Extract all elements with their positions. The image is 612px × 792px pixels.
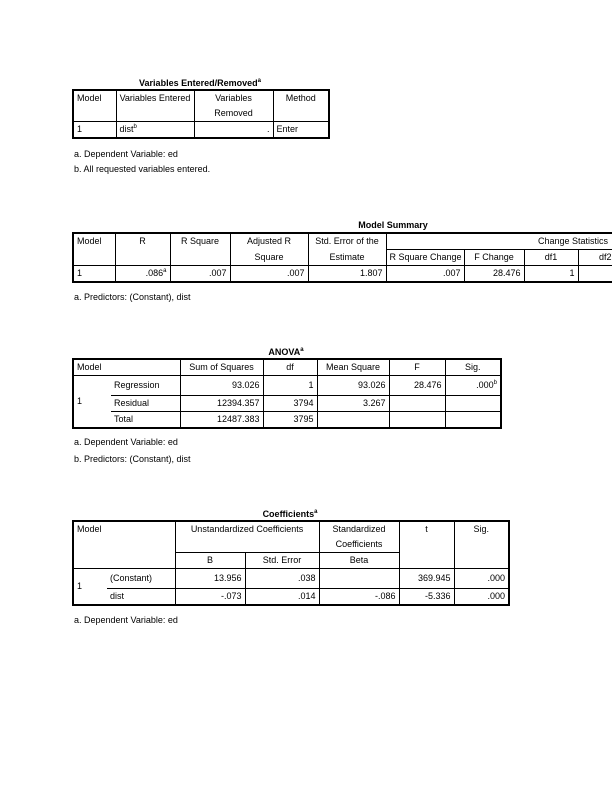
cell-residual-df: 3794 (263, 396, 317, 412)
variables-entered-block (72, 78, 328, 139)
anova-block (72, 347, 500, 429)
cell-r-square-change: .007 (386, 266, 464, 283)
table-row (73, 569, 509, 589)
cell-model: 1 (73, 569, 107, 606)
cell-std-error: 1.807 (308, 266, 386, 283)
table-row (73, 589, 509, 606)
model-summary-block (72, 232, 612, 283)
cell-r-square: .007 (170, 266, 230, 283)
cell-constant-label: (Constant) (107, 569, 175, 589)
header-std-error-1: Std. Error of the (308, 233, 386, 250)
header-model: Model (73, 90, 116, 106)
cell-constant-sig: .000 (454, 569, 509, 589)
note: a. Dependent Variable: ed (74, 437, 178, 447)
cell-dist-t: -5.336 (399, 589, 454, 606)
cell-entered: dist$^b$ (116, 122, 194, 139)
header-model: Model (73, 233, 115, 250)
model-summary-title: Model Summary (358, 220, 428, 230)
header-mean-square: Mean Square (317, 359, 389, 376)
coefficients-title: Coefficients$^a$ (262, 509, 318, 519)
header-f-change: F Change (464, 250, 524, 266)
note: b. Predictors: (Constant), dist (74, 454, 191, 464)
cell-regression-sig: .000$^b$ (445, 376, 501, 396)
header-standardized-1: Standardized (319, 521, 399, 537)
cell-constant-se: .038 (245, 569, 319, 589)
cell-df1: 1 (524, 266, 578, 283)
header-std-error-2: Estimate (308, 250, 386, 266)
header-df: df (263, 359, 317, 376)
model-summary-table (72, 232, 612, 283)
cell-residual-ss: 12394.357 (180, 396, 263, 412)
cell-regression-label: Regression (111, 376, 180, 396)
cell-model: 1 (73, 266, 115, 283)
cell-model: 1 (73, 122, 116, 139)
header-variables-removed-2: Removed (194, 106, 273, 122)
header-r: R (115, 233, 170, 250)
cell-method: Enter (273, 122, 329, 139)
variables-entered-title: Variables Entered/Removed$^a$ (139, 78, 261, 88)
table-row (73, 412, 501, 429)
table-row (73, 376, 501, 396)
header-model: Model (73, 521, 175, 537)
header-df2: df2 (578, 250, 612, 266)
anova-title: ANOVA$^a$ (268, 347, 304, 357)
header-r-square-change: R Square Change (386, 250, 464, 266)
cell-dist-b: -.073 (175, 589, 245, 606)
header-adjusted-r-1: Adjusted R (230, 233, 308, 250)
cell-dist-label: dist (107, 589, 175, 606)
note: a. Dependent Variable: ed (74, 615, 178, 625)
cell-r: .086$^a$ (115, 266, 170, 283)
cell-dist-beta: -.086 (319, 589, 399, 606)
cell-total-df: 3795 (263, 412, 317, 429)
table-row (73, 396, 501, 412)
header-model: Model (73, 359, 180, 376)
header-b: B (175, 553, 245, 569)
cell-df2 (578, 266, 612, 283)
header-sig: Sig. (445, 359, 501, 376)
header-df1: df1 (524, 250, 578, 266)
header-adjusted-r-2: Square (230, 250, 308, 266)
cell-regression-ms: 93.026 (317, 376, 389, 396)
cell-constant-b: 13.956 (175, 569, 245, 589)
cell-regression-ss: 93.026 (180, 376, 263, 396)
header-method: Method (273, 90, 329, 106)
header-r-square: R Square (170, 233, 230, 250)
header-beta: Beta (319, 553, 399, 569)
cell-dist-se: .014 (245, 589, 319, 606)
coefficients-block (72, 509, 508, 606)
cell-removed: . (194, 122, 273, 139)
header-sig: Sig. (454, 521, 509, 537)
header-variables-entered: Variables Entered (116, 90, 194, 106)
header-f: F (389, 359, 445, 376)
anova-table (72, 358, 502, 429)
cell-adjusted-r-square: .007 (230, 266, 308, 283)
cell-residual-label: Residual (111, 396, 180, 412)
header-variables-removed-1: Variables (194, 90, 273, 106)
coefficients-table (72, 520, 510, 606)
cell-f-change: 28.476 (464, 266, 524, 283)
cell-total-label: Total (111, 412, 180, 429)
table-row (73, 122, 329, 139)
cell-regression-f: 28.476 (389, 376, 445, 396)
cell-dist-sig: .000 (454, 589, 509, 606)
cell-constant-beta (319, 569, 399, 589)
variables-entered-table (72, 89, 330, 139)
header-change-statistics: Change Statistics (386, 233, 612, 250)
cell-model: 1 (73, 376, 111, 429)
header-standardized-2: Coefficients (319, 537, 399, 553)
header-sum-of-squares: Sum of Squares (180, 359, 263, 376)
cell-regression-df: 1 (263, 376, 317, 396)
table-row (73, 266, 612, 283)
note: b. All requested variables entered. (74, 164, 211, 174)
note: a. Predictors: (Constant), dist (74, 292, 191, 302)
header-unstandardized: Unstandardized Coefficients (175, 521, 319, 537)
cell-total-ss: 12487.383 (180, 412, 263, 429)
header-std-error: Std. Error (245, 553, 319, 569)
cell-constant-t: 369.945 (399, 569, 454, 589)
header-t: t (399, 521, 454, 537)
note: a. Dependent Variable: ed (74, 149, 178, 159)
cell-residual-ms: 3.267 (317, 396, 389, 412)
